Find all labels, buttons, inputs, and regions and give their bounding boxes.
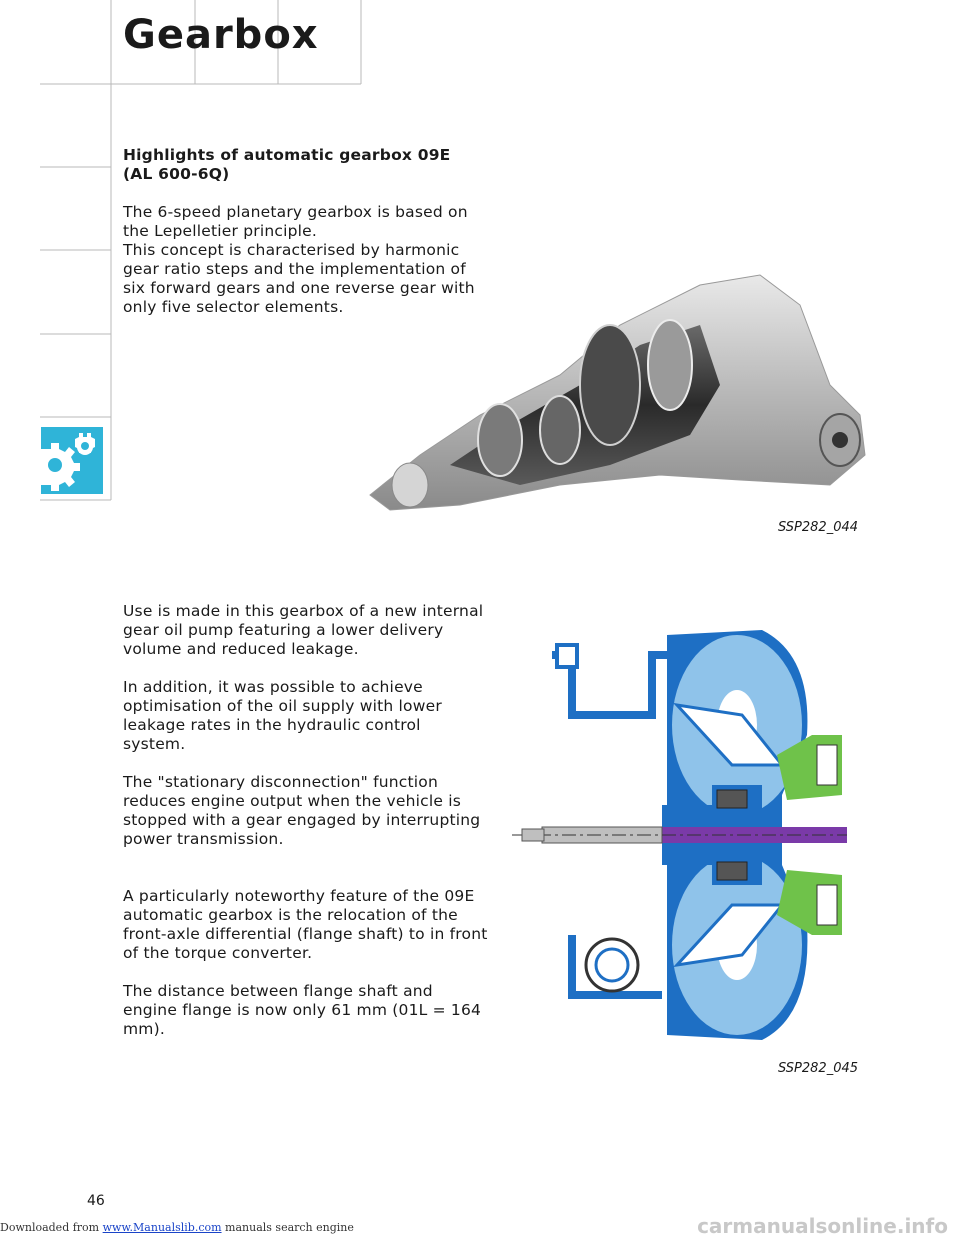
- page-number: 46: [87, 1193, 105, 1209]
- section2-text: [123, 602, 488, 1058]
- section2-paragraph-4: A particularly noteworthy feature of the 09E automatic gearbox is the relocation of the front-axle differential (flange shaft) to in front of the torque converter.: [123, 887, 488, 962]
- manualslib-link[interactable]: www.Manualslib.com: [102, 1221, 222, 1234]
- section1-heading: Highlights of automatic gearbox 09E (AL 600-6Q): [123, 146, 451, 183]
- gear-icon: [41, 427, 103, 494]
- footer-prefix: Downloaded from: [0, 1221, 103, 1234]
- section1-paragraph-2: This concept is characterised by harmonic gear ratio steps and the implementation of six forward gears and one reverse gear with only five selector elements.: [123, 241, 475, 316]
- section1-paragraph-1: The 6-speed planetary gearbox is based on the Lepelletier principle.: [123, 203, 468, 240]
- section2-paragraph-5: The distance between flange shaft and engine flange is now only 61 mm (01L = 164 mm).: [123, 982, 482, 1038]
- download-footer: [0, 1221, 354, 1234]
- watermark: carmanualsonline.info: [697, 1214, 948, 1238]
- gearbox-cutaway-image: [360, 265, 870, 515]
- torque-converter-diagram: [512, 615, 847, 1055]
- section2-paragraph-1: Use is made in this gearbox of a new internal gear oil pump featuring a lower delivery volume and reduced leakage.: [123, 602, 484, 658]
- page-title: Gearbox: [123, 12, 319, 58]
- section2-paragraph-3: The "stationary disconnection" function reduces engine output when the vehicle is stopped with a gear engaged by interrupting power transmission.: [123, 773, 481, 848]
- image-caption-2: SSP282_045: [778, 1061, 859, 1076]
- image-caption-1: SSP282_044: [778, 520, 859, 535]
- section2-paragraph-2: In addition, it was possible to achieve optimisation of the oil supply with lower leakage rates in the hydraulic control system.: [123, 678, 442, 753]
- footer-suffix: manuals search engine: [221, 1221, 354, 1234]
